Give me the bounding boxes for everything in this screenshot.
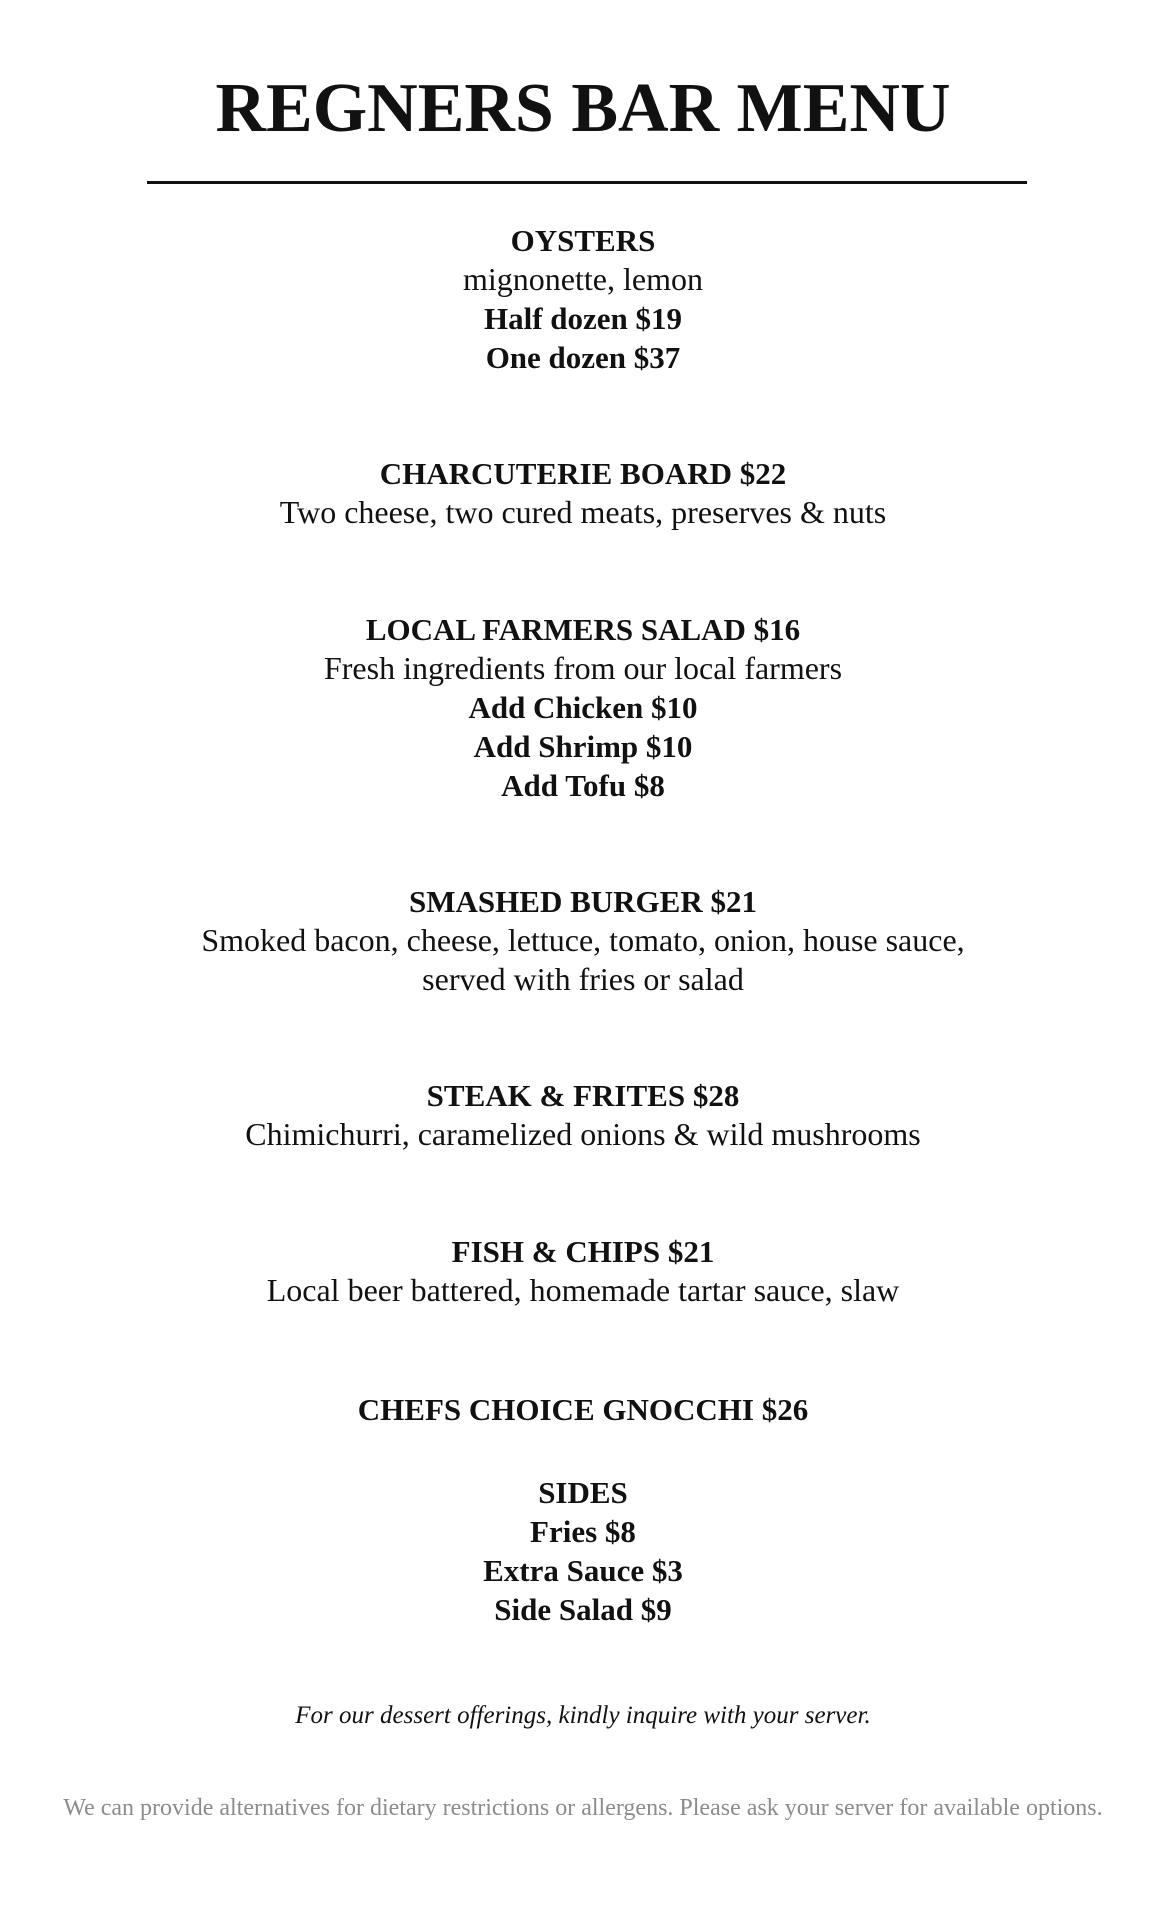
menu-section-burger bbox=[0, 882, 1166, 999]
section-heading: SMASHED BURGER $21 bbox=[409, 884, 757, 919]
section-heading: SIDES bbox=[538, 1475, 628, 1510]
section-heading: FISH & CHIPS $21 bbox=[451, 1234, 715, 1269]
section-heading: STEAK & FRITES $28 bbox=[426, 1078, 740, 1113]
menu-section-oysters bbox=[0, 221, 1166, 377]
section-option: Add Tofu $8 bbox=[501, 768, 665, 803]
section-option: Add Chicken $10 bbox=[468, 690, 698, 725]
section-description: Fresh ingredients from our local farmers bbox=[323, 650, 843, 686]
menu-section-gnocchi bbox=[0, 1390, 1166, 1429]
section-option: One dozen $37 bbox=[485, 340, 681, 375]
section-heading: OYSTERS bbox=[510, 223, 656, 258]
section-option: Extra Sauce $3 bbox=[483, 1553, 683, 1588]
menu-section-sides bbox=[0, 1473, 1166, 1629]
section-heading: CHEFS CHOICE GNOCCHI $26 bbox=[357, 1392, 809, 1427]
menu-title: REGNERS BAR MENU bbox=[215, 70, 951, 147]
section-option: Add Shrimp $10 bbox=[473, 729, 693, 764]
section-description: served with fries or salad bbox=[422, 961, 744, 997]
section-description: Local beer battered, homemade tartar sauce, slaw bbox=[266, 1272, 900, 1308]
section-description: Smoked bacon, cheese, lettuce, tomato, onion, house sauce, bbox=[201, 922, 965, 958]
title-divider bbox=[147, 181, 1027, 184]
menu-section-charcuterie bbox=[0, 454, 1166, 532]
section-option: Fries $8 bbox=[530, 1514, 636, 1549]
section-heading: CHARCUTERIE BOARD $22 bbox=[379, 456, 787, 491]
dietary-note: We can provide alternatives for dietary restrictions or allergens. Please ask your server for available options. bbox=[63, 1795, 1103, 1821]
section-option: Side Salad $9 bbox=[494, 1592, 672, 1627]
section-description: Chimichurri, caramelized onions & wild mushrooms bbox=[245, 1116, 921, 1152]
section-description: Two cheese, two cured meats, preserves & nuts bbox=[279, 494, 887, 530]
section-description: mignonette, lemon bbox=[463, 261, 703, 297]
dessert-note: For our dessert offerings, kindly inquire with your server. bbox=[295, 1702, 871, 1729]
section-option: Half dozen $19 bbox=[483, 301, 683, 336]
menu-section-fish-and-chips bbox=[0, 1232, 1166, 1310]
menu-section-steak bbox=[0, 1076, 1166, 1154]
menu-section-salad bbox=[0, 610, 1166, 805]
section-heading: LOCAL FARMERS SALAD $16 bbox=[365, 612, 801, 647]
